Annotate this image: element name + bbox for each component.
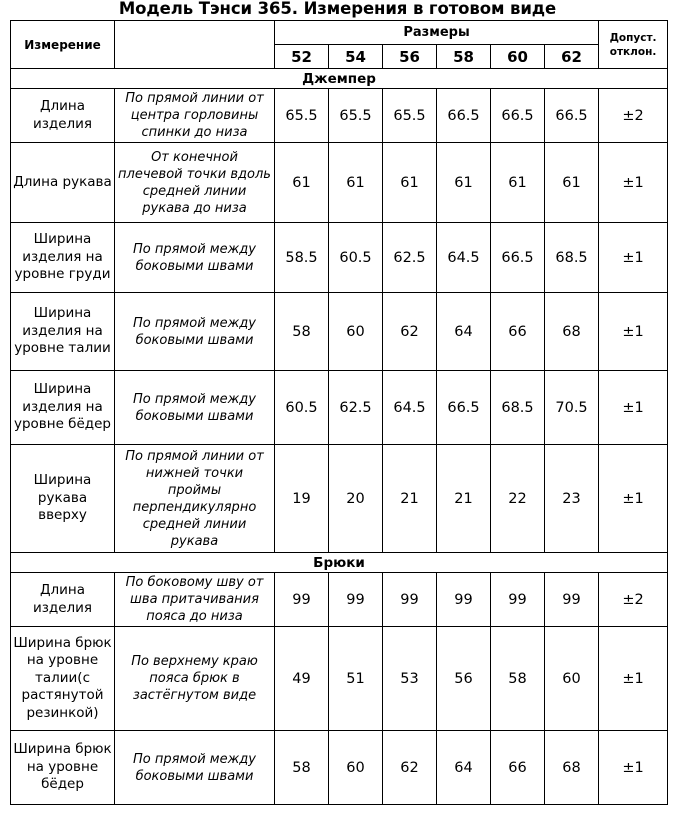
size-value: 66.5	[437, 371, 491, 445]
tolerance-value: ±1	[599, 371, 668, 445]
size-value: 99	[437, 573, 491, 627]
size-value: 61	[437, 143, 491, 223]
header-sizes: Размеры	[275, 21, 599, 45]
table-row	[11, 371, 668, 445]
size-value: 58	[275, 293, 329, 371]
measure-method: По прямой линии от нижней точки проймы перпендикулярно средней линии рукава	[115, 445, 275, 553]
measure-name: Ширина изделия на уровне бёдер	[11, 371, 115, 445]
size-value: 66.5	[491, 223, 545, 293]
tolerance-value: ±1	[599, 223, 668, 293]
size-value: 60	[329, 731, 383, 805]
measure-method: По прямой линии от центра горловины спинки до низа	[115, 89, 275, 143]
size-value: 99	[491, 573, 545, 627]
measure-name: Ширина брюк на уровне талии(с растянутой резинкой)	[11, 627, 115, 731]
size-value: 68.5	[491, 371, 545, 445]
table-row	[11, 223, 668, 293]
header-row-sizes	[11, 21, 668, 45]
size-header: 58	[437, 45, 491, 69]
table-row	[11, 573, 668, 627]
size-header: 60	[491, 45, 545, 69]
size-value: 64.5	[383, 371, 437, 445]
section-row	[11, 553, 668, 573]
size-value: 66.5	[545, 89, 599, 143]
tolerance-value: ±1	[599, 293, 668, 371]
measure-name: Ширина рукава вверху	[11, 445, 115, 553]
size-value: 60.5	[275, 371, 329, 445]
size-value: 58	[491, 627, 545, 731]
measure-method: От конечной плечевой точки вдоль средней линии рукава до низа	[115, 143, 275, 223]
tolerance-value: ±2	[599, 89, 668, 143]
page-title: Модель Тэнси 365. Измерения в готовом виде	[118, 0, 557, 18]
table-row	[11, 627, 668, 731]
size-header: 52	[275, 45, 329, 69]
size-value: 66	[491, 731, 545, 805]
measure-method: По верхнему краю пояса брюк в застёгнутом виде	[115, 627, 275, 731]
section-title: Джемпер	[11, 69, 668, 89]
size-value: 61	[491, 143, 545, 223]
size-value: 99	[329, 573, 383, 627]
size-value: 21	[383, 445, 437, 553]
header-tolerance	[599, 21, 668, 69]
size-value: 68	[545, 731, 599, 805]
size-value: 58	[275, 731, 329, 805]
size-value: 58.5	[275, 223, 329, 293]
measure-name: Ширина изделия на уровне груди	[11, 223, 115, 293]
measure-method: По боковому шву от шва притачивания пояса до низа	[115, 573, 275, 627]
size-value: 21	[437, 445, 491, 553]
size-value: 61	[545, 143, 599, 223]
size-value: 61	[329, 143, 383, 223]
measure-name: Ширина изделия на уровне талии	[11, 293, 115, 371]
size-value: 65.5	[275, 89, 329, 143]
size-value: 99	[545, 573, 599, 627]
size-value: 64	[437, 293, 491, 371]
size-value: 68	[545, 293, 599, 371]
size-value: 60	[545, 627, 599, 731]
section-row	[11, 69, 668, 89]
measure-method: По прямой между боковыми швами	[115, 371, 275, 445]
tolerance-value: ±1	[599, 627, 668, 731]
measure-name: Длина рукава	[11, 143, 115, 223]
tolerance-value: ±1	[599, 445, 668, 553]
table-row	[11, 445, 668, 553]
size-value: 56	[437, 627, 491, 731]
size-value: 65.5	[383, 89, 437, 143]
size-value: 23	[545, 445, 599, 553]
measure-name: Длина изделия	[11, 89, 115, 143]
size-value: 22	[491, 445, 545, 553]
header-tolerance-line2: отклон.	[609, 45, 657, 58]
size-value: 64.5	[437, 223, 491, 293]
size-value: 61	[275, 143, 329, 223]
header-measure: Измерение	[11, 21, 115, 69]
size-value: 53	[383, 627, 437, 731]
measure-method: По прямой между боковыми швами	[115, 293, 275, 371]
size-header: 54	[329, 45, 383, 69]
size-value: 62.5	[383, 223, 437, 293]
table-row	[11, 143, 668, 223]
measurements-table	[10, 20, 668, 805]
table-row	[11, 731, 668, 805]
size-value: 99	[383, 573, 437, 627]
table-row	[11, 89, 668, 143]
size-value: 66.5	[491, 89, 545, 143]
section-title: Брюки	[11, 553, 668, 573]
table-row	[11, 293, 668, 371]
header-tolerance-line1: Допуст.	[609, 31, 657, 44]
size-value: 64	[437, 731, 491, 805]
header-method	[115, 21, 275, 69]
size-value: 60	[329, 293, 383, 371]
size-value: 49	[275, 627, 329, 731]
size-value: 65.5	[329, 89, 383, 143]
size-value: 62	[383, 731, 437, 805]
tolerance-value: ±2	[599, 573, 668, 627]
size-value: 70.5	[545, 371, 599, 445]
measure-name: Длина изделия	[11, 573, 115, 627]
size-value: 68.5	[545, 223, 599, 293]
size-header: 62	[545, 45, 599, 69]
tolerance-value: ±1	[599, 143, 668, 223]
measure-method: По прямой между боковыми швами	[115, 223, 275, 293]
size-value: 61	[383, 143, 437, 223]
tolerance-value: ±1	[599, 731, 668, 805]
size-header: 56	[383, 45, 437, 69]
size-value: 62	[383, 293, 437, 371]
size-value: 62.5	[329, 371, 383, 445]
measure-method: По прямой между боковыми швами	[115, 731, 275, 805]
size-value: 20	[329, 445, 383, 553]
size-value: 66	[491, 293, 545, 371]
size-value: 60.5	[329, 223, 383, 293]
measure-name: Ширина брюк на уровне бёдер	[11, 731, 115, 805]
size-value: 51	[329, 627, 383, 731]
size-value: 19	[275, 445, 329, 553]
size-value: 66.5	[437, 89, 491, 143]
size-value: 99	[275, 573, 329, 627]
